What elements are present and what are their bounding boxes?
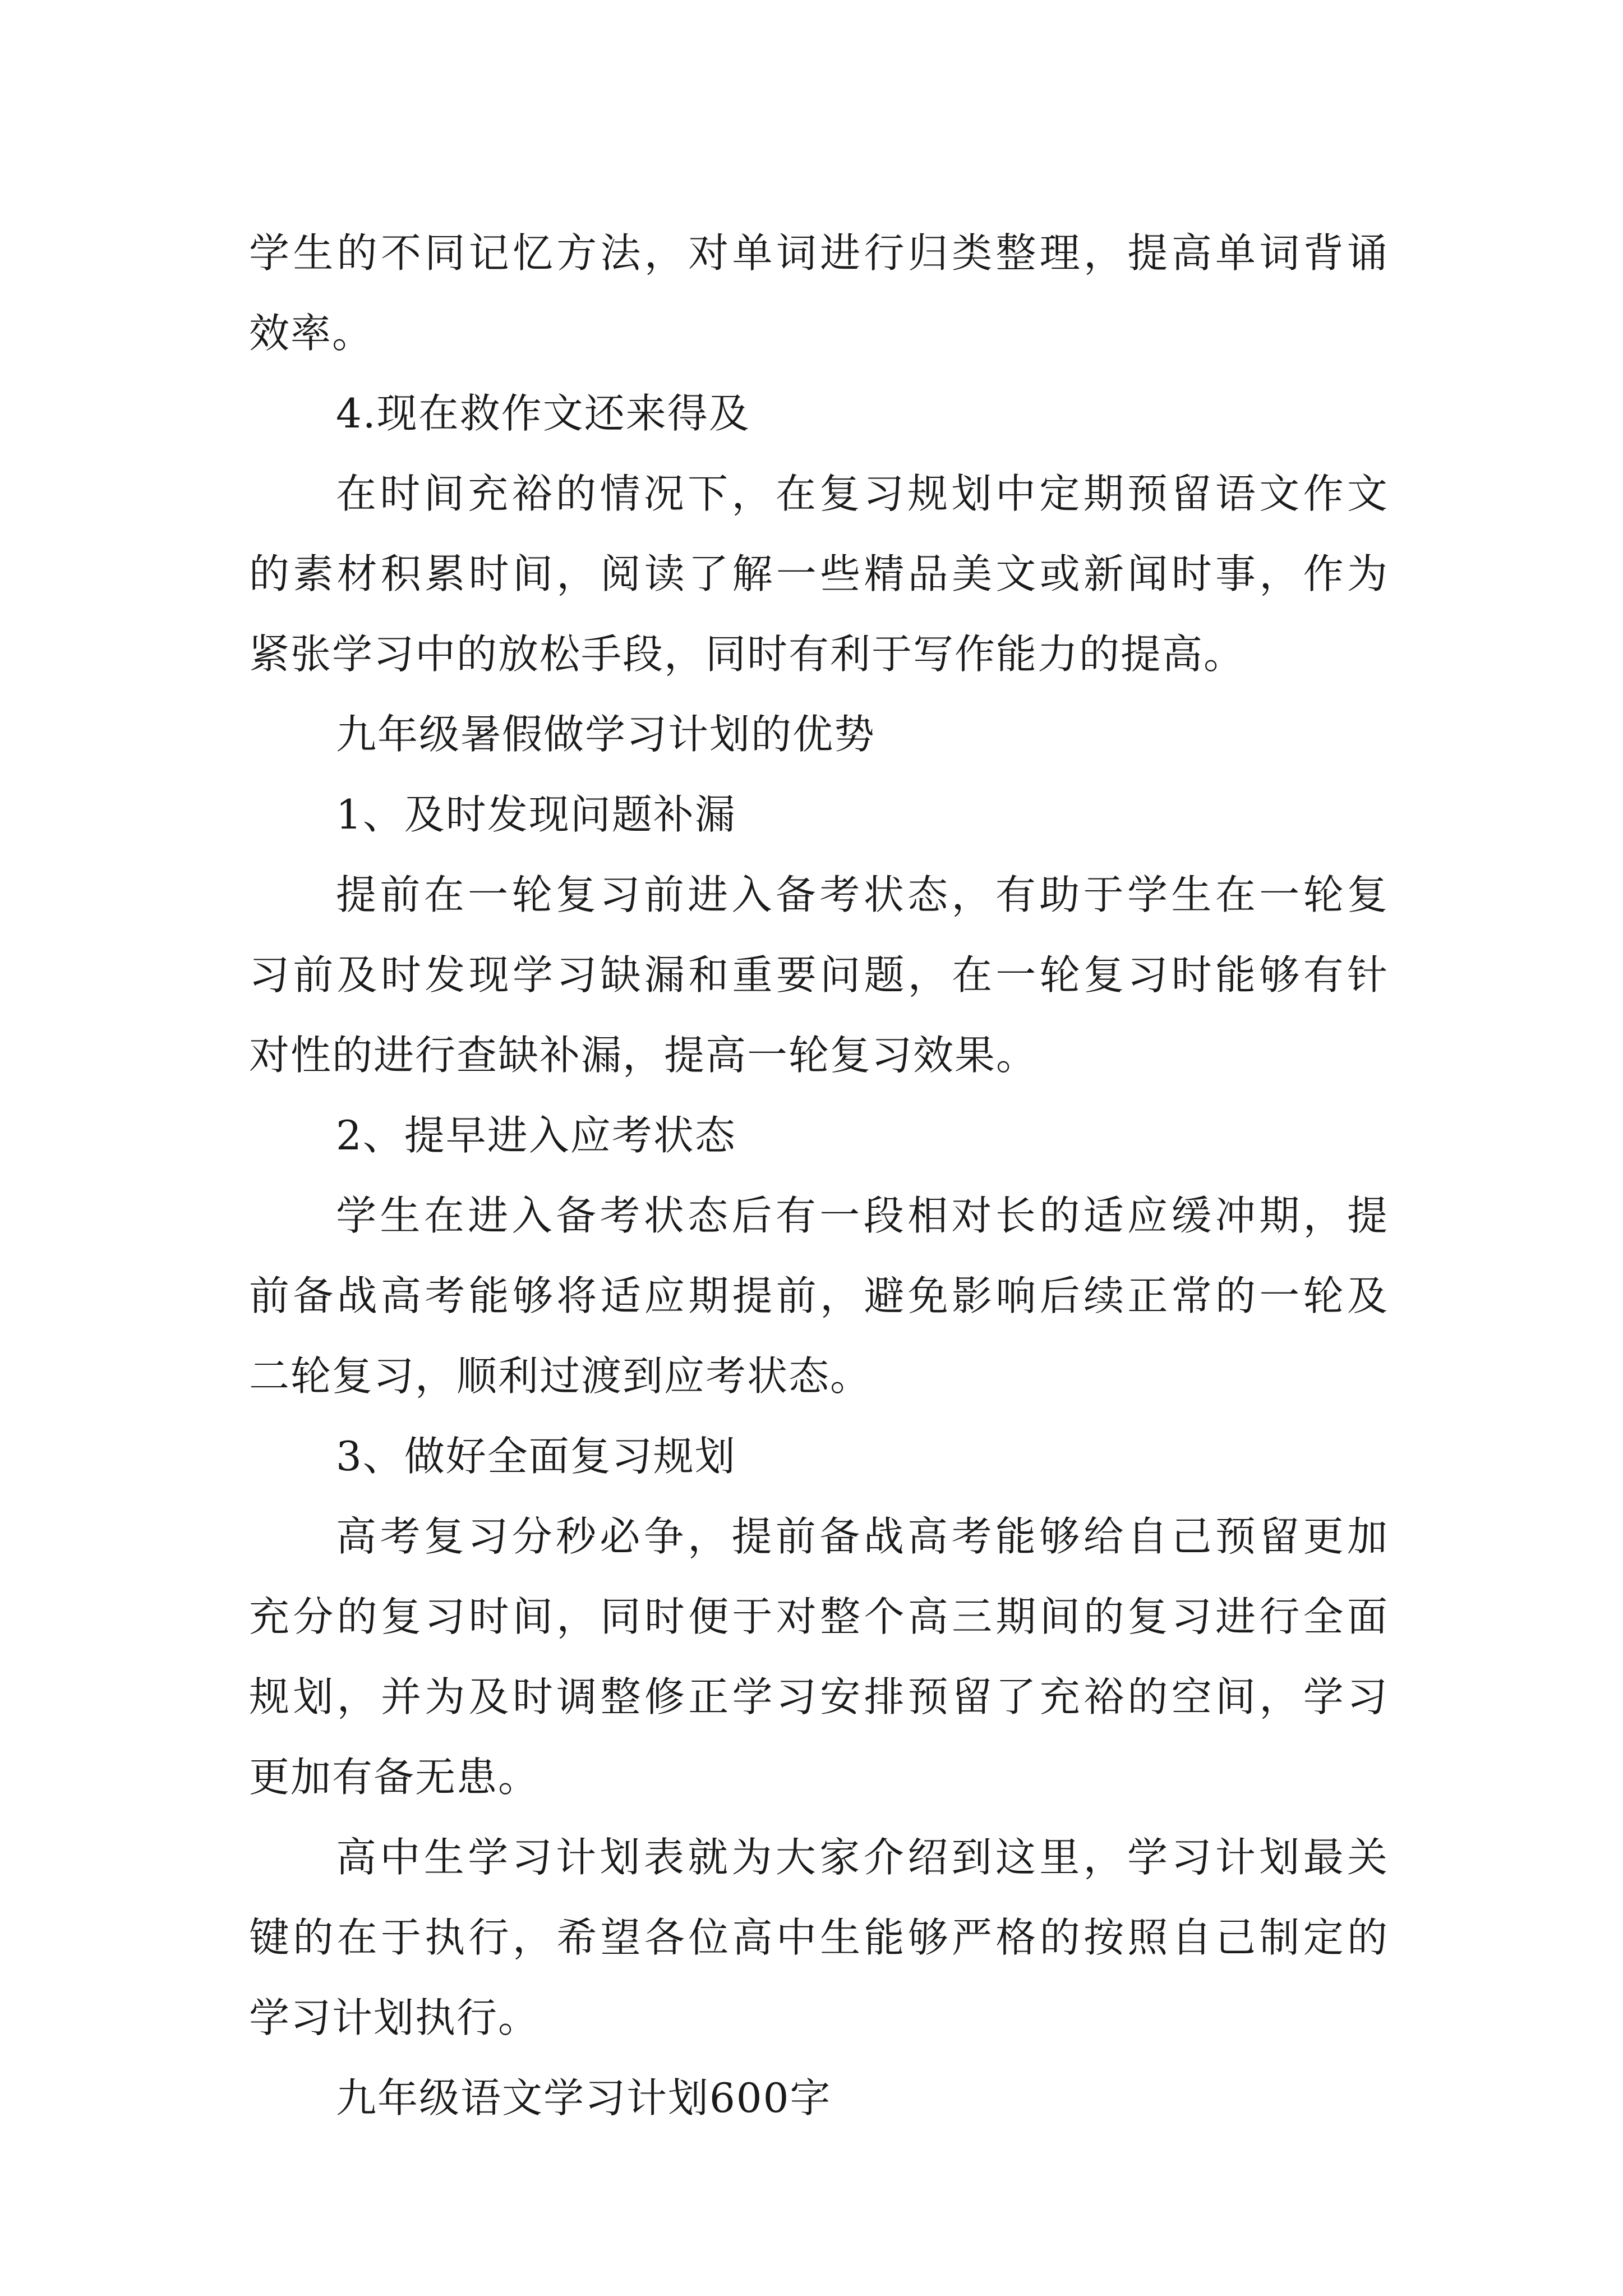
section-heading: 九年级语文学习计划600字 [336,2074,832,2122]
document-body [249,213,1389,2138]
paragraph-line: 习前及时发现学习缺漏和重要问题，在一轮复习时能够有针 [249,951,1389,999]
paragraph-line: 的素材积累时间，阅读了解一些精品美文或新闻时事，作为 [249,550,1389,597]
paragraph-line: 学习计划执行。 [249,1994,540,2041]
paragraph-line: 提前在一轮复习前进入备考状态，有助于学生在一轮复 [336,871,1389,918]
paragraph-line: 效率。 [249,310,374,357]
paragraph-line: 规划，并为及时调整修正学习安排预留了充裕的空间，学习 [249,1673,1389,1720]
paragraph-line: 高考复习分秒必争，提前备战高考能够给自己预留更加 [336,1513,1389,1560]
section-heading: 九年级暑假做学习计划的优势 [336,711,876,758]
paragraph-line: 在时间充裕的情况下，在复习规划中定期预留语文作文 [336,470,1389,517]
paragraph-line: 二轮复习，顺利过渡到应考状态。 [249,1352,872,1400]
paragraph-line: 充分的复习时间，同时便于对整个高三期间的复习进行全面 [249,1593,1389,1640]
paragraph-line: 紧张学习中的放松手段，同时有利于写作能力的提高。 [249,631,1246,678]
section-heading: 4.现在救作文还来得及 [336,390,750,437]
section-heading: 3、做好全面复习规划 [336,1433,736,1480]
section-heading: 2、提早进入应考状态 [336,1112,736,1159]
paragraph-line: 键的在于执行，希望各位高中生能够严格的按照自己制定的 [249,1914,1389,1961]
section-heading: 1、及时发现问题补漏 [336,791,736,838]
paragraph-line: 学生在进入备考状态后有一段相对长的适应缓冲期，提 [336,1192,1389,1239]
paragraph-line: 前备战高考能够将适应期提前，避免影响后续正常的一轮及 [249,1272,1389,1319]
paragraph-line: 更加有备无患。 [249,1754,540,1801]
paragraph-line: 学生的不同记忆方法，对单词进行归类整理，提高单词背诵 [249,229,1389,277]
paragraph-line: 对性的进行查缺补漏，提高一轮复习效果。 [249,1032,1038,1079]
paragraph-line: 高中生学习计划表就为大家介绍到这里，学习计划最关 [336,1834,1389,1881]
